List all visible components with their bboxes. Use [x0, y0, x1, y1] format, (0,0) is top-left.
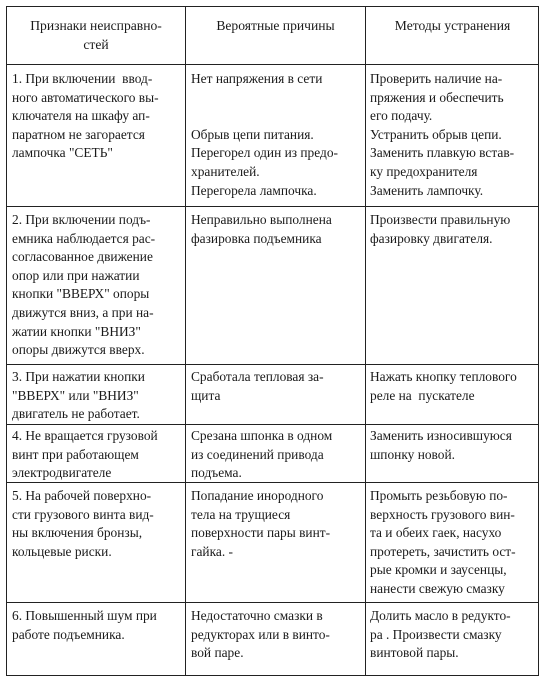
row-1-symptom: 1. При включении ввод- ного автоматического вы- ключателя на шкафу ап- паратном не загорается лампочка "СЕТЬ"	[12, 71, 159, 161]
table-rule	[6, 206, 539, 207]
table-rule	[6, 602, 539, 603]
header-causes: Вероятные причины	[216, 18, 335, 33]
header-symptoms: Признаки неисправно- стей	[30, 18, 162, 52]
row-3-cause: Сработала тепловая за- щита	[191, 369, 324, 403]
row-1-remedy: Проверить наличие на- пряжения и обеспечить его подачу. Устранить обрыв цепи. Заменить плавкую встав- ку предохранителя Заменить лампочку.	[370, 71, 515, 198]
row-5-cause: Попадание инородного тела на трущиеся поверхности пары винт- гайка. -	[191, 488, 331, 559]
table-rule	[538, 6, 539, 676]
row-4-symptom: 4. Не вращается грузовой винт при работающем электродвигателе	[12, 428, 158, 481]
table-rule	[185, 6, 186, 676]
table-rule	[6, 64, 539, 65]
row-2-remedy: Произвести правильную фазировку двигателя.	[370, 212, 511, 246]
row-2-symptom: 2. При включении подъ- емника наблюдается рас- согласованное движение опор или при нажатии кнопки "ВВЕРХ" опоры движутся вниз, а при на- жатии кнопки "ВНИЗ" опоры движутся вверх.	[12, 212, 156, 358]
row-3-symptom: 3. При нажатии кнопки "ВВЕРХ" или "ВНИЗ" двигатель не работает.	[12, 369, 145, 422]
table-rule	[6, 424, 539, 425]
row-6-remedy: Долить масло в редукто- ра . Произвести смазку винтовой пары.	[370, 608, 511, 661]
row-6-cause: Недостаточно смазки в редукторах или в винто- вой паре.	[191, 608, 330, 661]
row-5-remedy: Промыть резьбовую по- верхность грузового вин- та и обеих гаек, насухо протереть, зачистить ост- рые кромки и заусенцы, нанести свежую смазку	[370, 488, 516, 596]
table-rule	[6, 675, 539, 676]
header-remedies: Методы устранения	[394, 18, 511, 33]
row-4-remedy: Заменить износившуюся шпонку новой.	[370, 428, 512, 462]
row-1-cause: Нет напряжения в сети Обрыв цепи питания. Перегорел один из предо- хранителей. Перегорела лампочка.	[191, 71, 338, 198]
troubleshooting-table	[6, 6, 539, 676]
row-3-remedy: Нажать кнопку теплового реле на пускателе	[370, 369, 517, 403]
table-rule	[6, 6, 7, 676]
row-6-symptom: 6. Повышенный шум при работе подъемника.	[12, 608, 157, 642]
table-rule	[365, 6, 366, 676]
row-2-cause: Неправильно выполнена фазировка подъемника	[191, 212, 332, 246]
row-4-cause: Срезана шпонка в одном из соединений привода подъема.	[191, 428, 333, 481]
table-rule	[6, 364, 539, 365]
row-5-symptom: 5. На рабочей поверхно- сти грузового винта вид- ны включения бронзы, кольцевые риски.	[12, 488, 154, 559]
table-rule	[6, 6, 539, 7]
